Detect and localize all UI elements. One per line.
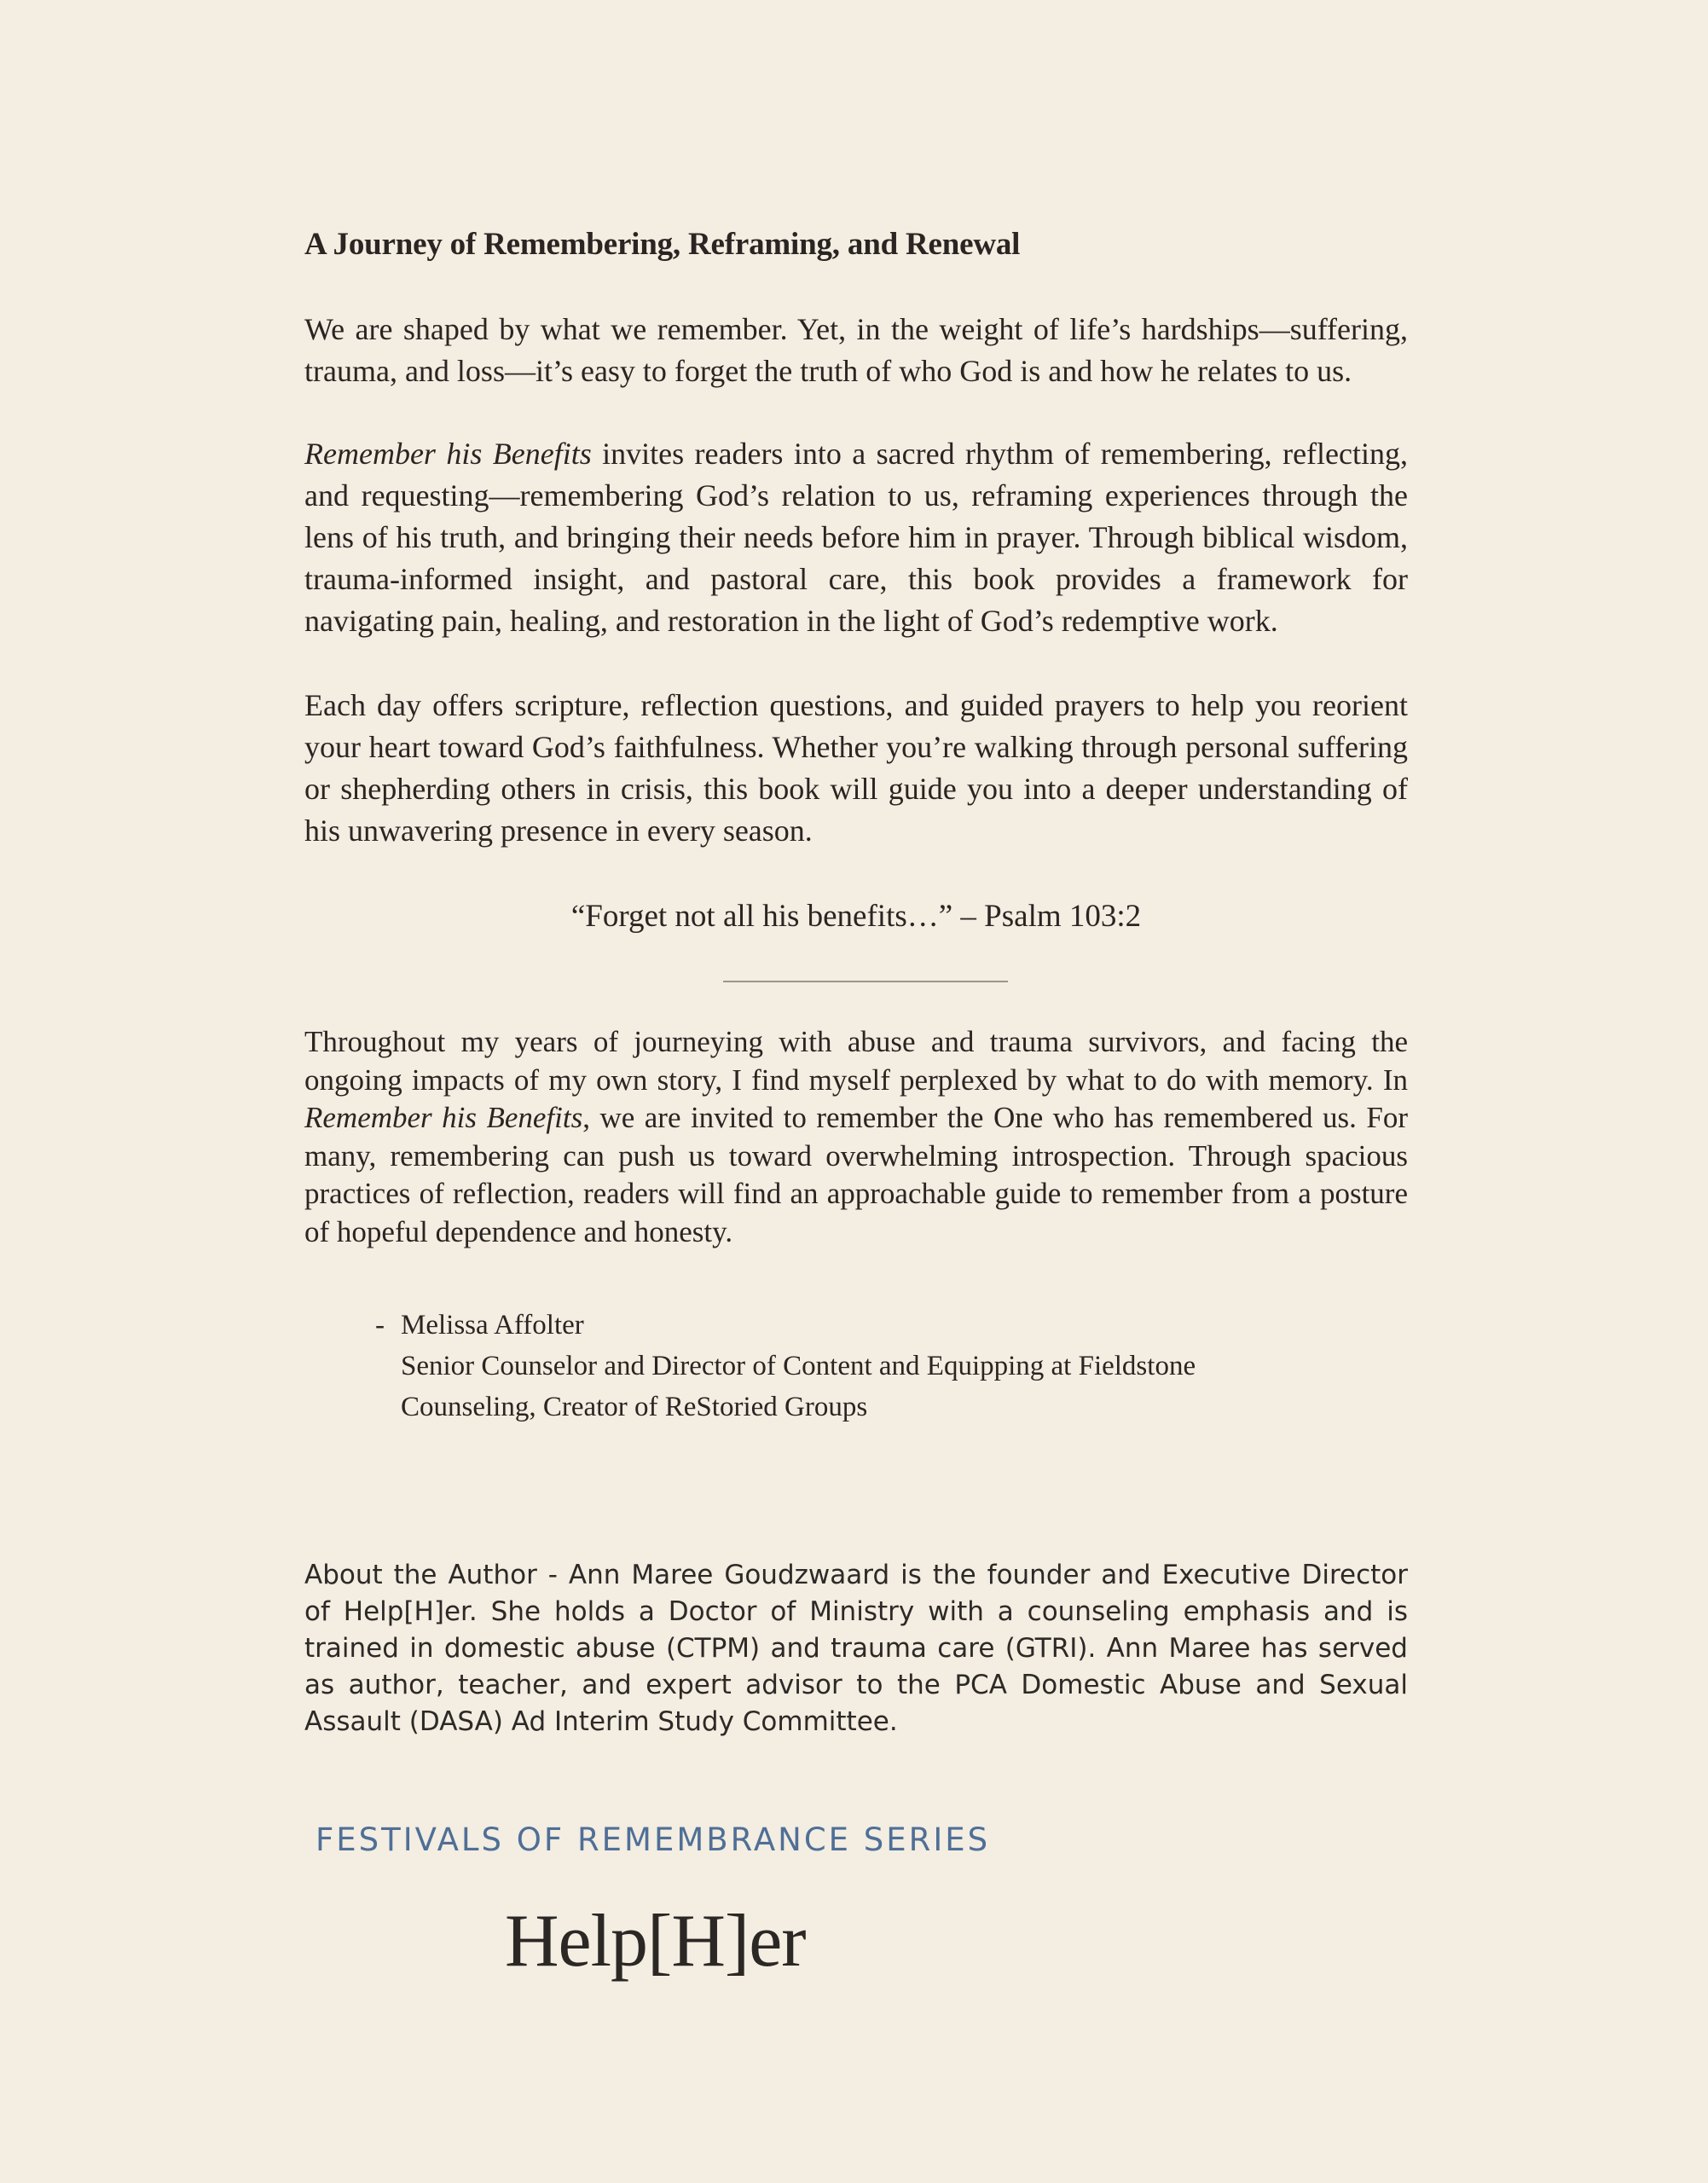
endorser-title-line1: Senior Counselor and Director of Content and Equipping at Fieldstone [401,1351,1196,1381]
publisher-logo: Help[H]er [505,1900,806,1983]
attribution-dash: - [375,1310,385,1340]
daily-paragraph: Each day offers scripture, reflection questions, and guided prayers to help you reorient your heart toward God’s faithfulness. Whether you’re walking through personal suffering or shepherding others in crisis, this book will guide you into a deeper understanding of his unwavering presence in every season. [304,688,1408,848]
book-title-italic: Remember his Benefits [304,437,592,471]
description-paragraph [304,433,1408,642]
description-text: invites readers into a sacred rhythm of remembering, reflecting, and requesting—remembering God’s relation to us, reframing experiences through the lens of his truth, and bringing their needs before him in prayer. Through biblical wisdom, trauma-informed insight, and pastoral care, this book provides a framework for navigating pain, healing, and restoration in the light of God’s redemptive work. [304,437,1408,638]
scripture-quote: “Forget not all his benefits…” – Psalm 103:2 [570,899,1142,934]
cover-heading: A Journey of Remembering, Reframing, and Renewal [304,227,1021,262]
about-author-paragraph: About the Author - Ann Maree Goudzwaard is the founder and Executive Director of Help[H]er. She holds a Doctor of Ministry with a counseling emphasis and is trained in domestic abuse (CTPM) and trauma care (GTRI). Ann Maree has served as author, teacher, and expert advisor to the PCA Domestic Abuse and Sexual Assault (DASA) Ad Interim Study Committee. [304,1560,1408,1737]
endorser-title-line2: Counseling, Creator of ReStoried Groups [401,1392,868,1422]
endorsement-text-after: , we are invited to remember the One who has remembered us. For many, remembering can push us toward overwhelming introspection. Through spacious practices of reflection, readers will find an approachable guide to remember from a posture of hopeful dependence and honesty. [304,1101,1408,1248]
endorsement-text-before: Throughout my years of journeying with abuse and trauma survivors, and facing the ongoing impacts of my own story, I find myself perplexed by what to do with memory. In [304,1025,1408,1097]
endorsement-paragraph [304,1023,1408,1251]
section-divider [723,981,1008,982]
endorsement-book-title: Remember his Benefits [304,1101,583,1134]
series-name: FESTIVALS OF REMEMBRANCE SERIES [316,1821,991,1858]
intro-paragraph: We are shaped by what we remember. Yet, in the weight of life’s hardships—suffering, trauma, and loss—it’s easy to forget the truth of who God is and how he relates to us. [304,312,1408,388]
endorser-name: Melissa Affolter [401,1310,584,1340]
